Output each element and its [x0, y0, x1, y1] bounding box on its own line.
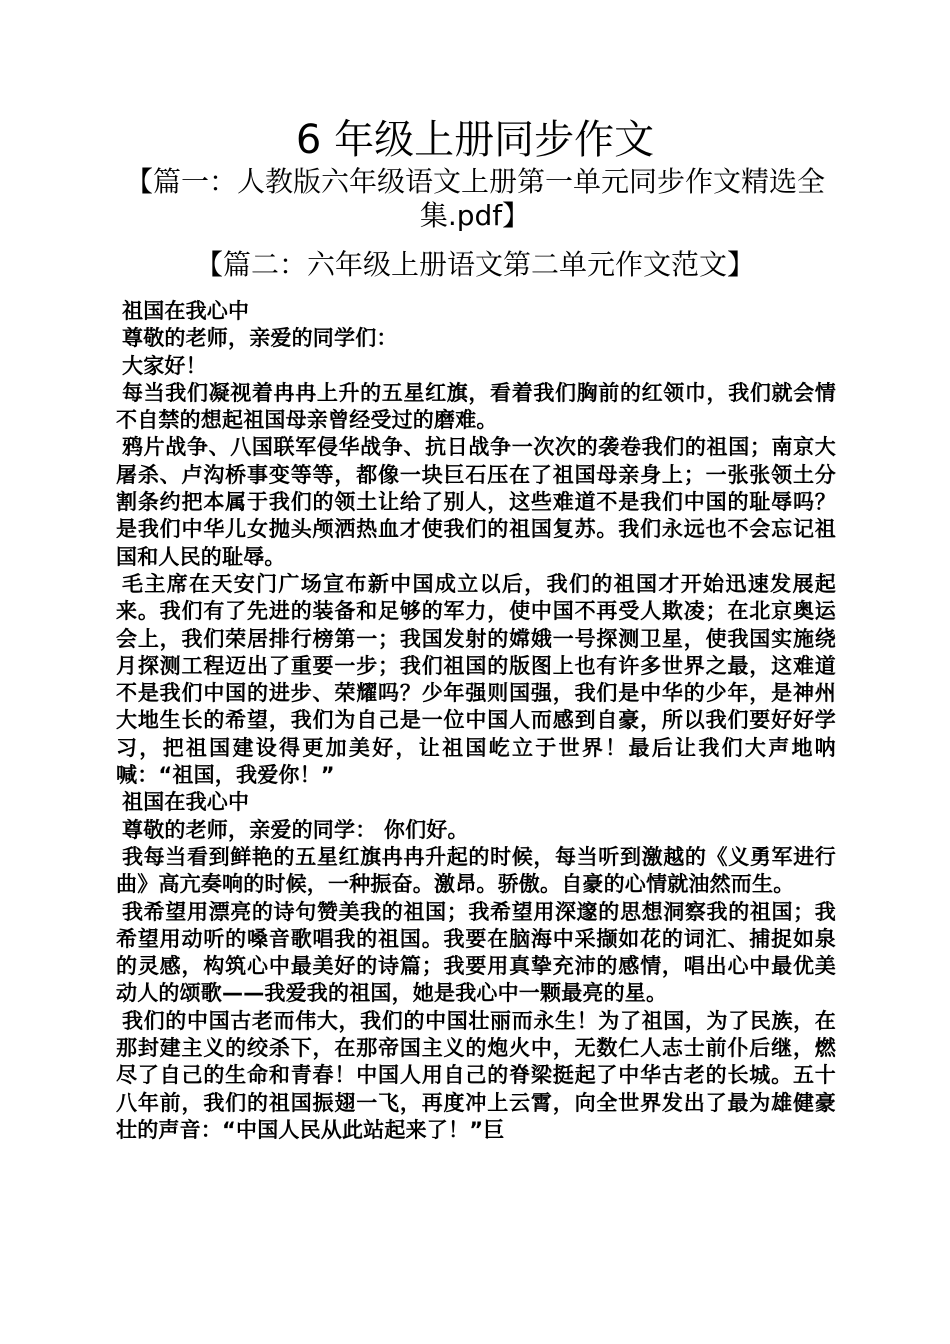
paragraph: 每当我们凝视着冉冉上升的五星红旗，看着我们胸前的红领巾，我们就会情不自禁的想起祖国母亲曾经受过的磨难。 — [116, 380, 836, 433]
subtitle-article-1: 【篇一：人教版六年级语文上册第一单元同步作文精选全集.pdf】 — [124, 165, 825, 232]
essay-heading: 祖国在我心中 — [122, 790, 250, 815]
essay-body — [116, 298, 836, 1144]
paragraph: 毛主席在天安门广场宣布新中国成立以后，我们的祖国才开始迅速发展起来。我们有了先进的装备和足够的军力，使中国不再受人欺凌；在北京奥运会上，我们荣居排行榜第一；我国发射的嫦娥一号探测卫星，使我国实施绕月探测工程迈出了重要一步；我们祖国的版图上也有许多世界之最，这难道不是我们中国的进步、荣耀吗？少年强则国强，我们是中华的少年，是神州大地生长的希望，我们为自己是一位中国人而感到自豪，所以我们要好好学习，把祖国建设得更加美好，让祖国屹立于世界！最后让我们大声地呐喊：“祖国，我爱你！” — [116, 571, 836, 788]
essay-heading: 祖国在我心中 — [122, 299, 250, 323]
paragraph: 我每当看到鲜艳的五星红旗冉冉升起的时候，每当听到激越的《义勇军进行曲》高亢奏响的时候，一种振奋。激昂。骄傲。自豪的心情就油然而生。 — [116, 844, 836, 897]
paragraph: 我希望用漂亮的诗句赞美我的祖国；我希望用深邃的思想洞察我的祖国；我希望用动听的嗓音歌唱我的祖国。我要在脑海中采撷如花的词汇、捕捉如泉的灵感，构筑心中最美好的诗篇；我要用真挚充沛的感情，唱出心中最优美动人的颂歌——我爱我的祖国，她是我心中一颗最亮的星。 — [116, 899, 836, 1006]
document-title: 6 年级上册同步作文 — [295, 117, 655, 163]
greeting: 大家好！ — [122, 353, 207, 378]
paragraph: 我们的中国古老而伟大，我们的中国壮丽而永生！为了祖国，为了民族，在那封建主义的绞杀下，在那帝国主义的炮火中，无数仁人志士前仆后继，燃尽了自己的生命和青春！中国人用自己的脊梁挺起了中华古老的长城。五十八年前，我们的祖国振翅一飞，再度冲上云霄，向全世界发出了最为雄健豪壮的声音：“中国人民从此站起来了！”巨 — [116, 1008, 836, 1142]
salutation: 尊敬的老师，亲爱的同学： 你们好。 — [122, 817, 469, 842]
subtitle-article-2: 【篇二：六年级上册语文第二单元作文范文】 — [194, 248, 755, 281]
salutation: 尊敬的老师，亲爱的同学们： — [122, 326, 398, 351]
paragraph: 鸦片战争、八国联军侵华战争、抗日战争一次次的袭卷我们的祖国；南京大屠杀、卢沟桥事变等等，都像一块巨石压在了祖国母亲身上；一张张领土分割条约把本属于我们的领土让给了别人，这些难道不是我们中国的耻辱吗？是我们中华儿女抛头颅洒热血才使我们的祖国复苏。我们永远也不会忘记祖国和人民的耻辱。 — [116, 435, 836, 569]
